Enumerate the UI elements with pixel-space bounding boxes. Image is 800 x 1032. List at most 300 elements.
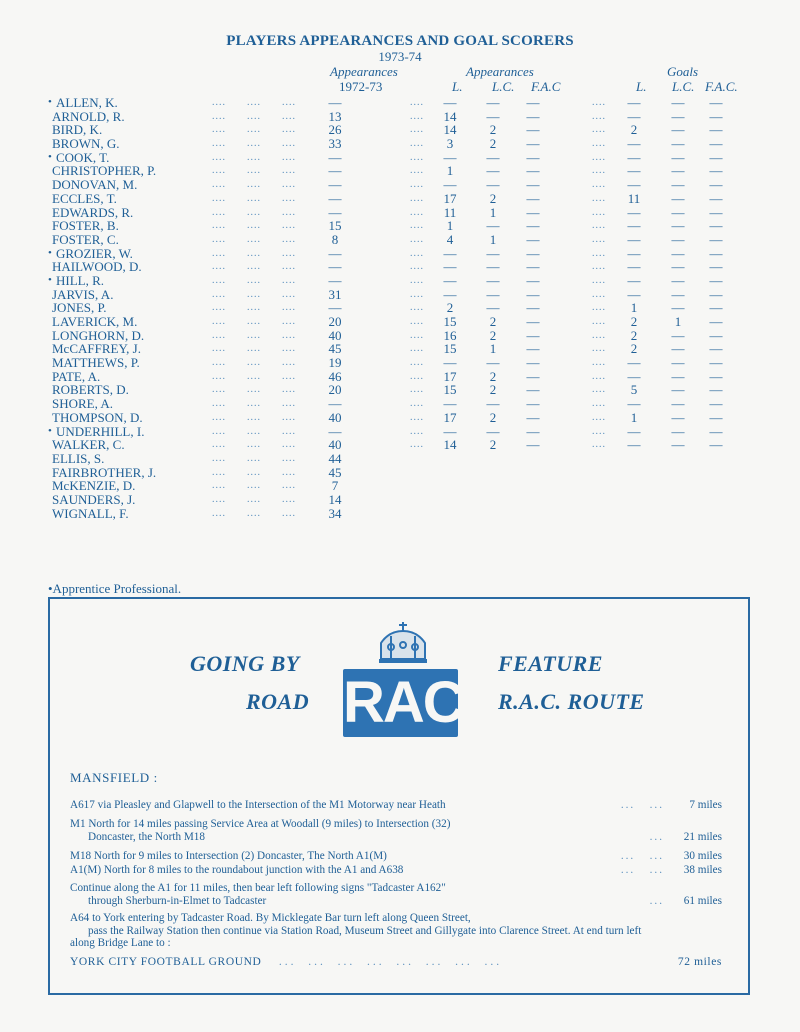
- stat-prev: —: [328, 245, 342, 261]
- rac-logo: [343, 669, 463, 737]
- stat-g-l: 2: [630, 314, 638, 329]
- stat-app-fac: —: [526, 190, 540, 206]
- stat-app-fac: —: [526, 259, 540, 275]
- stat-g-l: —: [627, 437, 641, 453]
- stat-app-fac: —: [526, 437, 540, 453]
- header-sub-lc: L.C.: [492, 79, 515, 94]
- stat-app-l: 1: [446, 163, 454, 179]
- header-sub-l: L.: [452, 79, 463, 94]
- stat-app-lc: 2: [489, 122, 497, 138]
- stat-app-l: 15: [443, 314, 457, 329]
- stat-g-l: —: [627, 177, 641, 193]
- stat-app-fac: —: [526, 396, 540, 412]
- stat-g-fac: —: [709, 136, 723, 152]
- stat-g-l: 2: [630, 327, 638, 343]
- stat-app-l: —: [443, 396, 457, 412]
- header-sub-l2: L.: [636, 79, 647, 94]
- player-row: FOSTER, C. .... .... .... .... .... 8 4 1 — — — —: [52, 233, 792, 247]
- player-row: JARVIS, A. .... .... .... .... .... 31 — — — — — —: [52, 288, 792, 302]
- stat-prev: —: [328, 95, 342, 110]
- stat-g-l: —: [627, 95, 641, 110]
- stat-g-lc: —: [671, 95, 685, 110]
- stat-prev: 13: [328, 108, 342, 124]
- stat-prev: —: [328, 272, 342, 288]
- stat-app-lc: —: [486, 259, 500, 275]
- rac-route-box: [48, 597, 750, 995]
- stat-prev: —: [328, 300, 342, 316]
- stat-g-lc: —: [671, 423, 685, 439]
- player-name: EDWARDS, R.: [52, 204, 134, 220]
- stat-app-fac: —: [526, 245, 540, 261]
- stat-app-lc: —: [486, 355, 500, 371]
- player-name: ALLEN, K.: [56, 95, 118, 110]
- player-name: HILL, R.: [56, 272, 105, 288]
- apprentice-bullet-icon: •: [48, 424, 52, 437]
- stat-g-l: —: [627, 355, 641, 371]
- player-name: McCAFFREY, J.: [52, 341, 141, 357]
- stat-prev: 40: [328, 409, 342, 425]
- stat-app-l: 14: [443, 437, 457, 453]
- player-row: SAUNDERS, J. .... .... .... 14: [52, 493, 792, 507]
- route-destination: YORK CITY FOOTBALL GROUND ... ... ... ... ... ... ... ... 72 miles: [70, 956, 722, 968]
- stat-g-l: —: [627, 368, 641, 384]
- stat-g-lc: —: [671, 177, 685, 193]
- stat-app-fac: —: [526, 122, 540, 138]
- player-name: THOMPSON, D.: [52, 409, 143, 425]
- stat-app-lc: —: [486, 218, 500, 234]
- stat-g-l: —: [627, 396, 641, 412]
- stat-g-fac: —: [709, 272, 723, 288]
- player-row: • HILL, R. .... .... .... .... .... — — — — — — —: [52, 274, 792, 288]
- player-name: CHRISTOPHER, P.: [52, 163, 157, 179]
- stat-app-fac: —: [526, 409, 540, 425]
- crown-icon: [375, 619, 431, 669]
- player-row: ECCLES, T. .... .... .... .... .... — 17 2 — 11 — —: [52, 192, 792, 206]
- stat-app-l: 3: [446, 136, 454, 152]
- stat-app-l: 14: [443, 108, 457, 124]
- player-row: SHORE, A. .... .... .... .... .... — — — — — — —: [52, 397, 792, 411]
- stat-app-lc: —: [486, 272, 500, 288]
- stat-app-l: 17: [443, 190, 457, 206]
- player-row: BROWN, G. .... .... .... .... .... 33 3 2 — — — —: [52, 137, 792, 151]
- stat-g-lc: —: [671, 259, 685, 275]
- header-goals: Goals: [667, 64, 699, 79]
- stat-app-l: 2: [446, 300, 454, 316]
- stat-app-fac: —: [526, 136, 540, 152]
- stat-g-fac: —: [709, 314, 723, 329]
- stat-prev: 44: [328, 450, 342, 466]
- stat-app-l: —: [443, 272, 457, 288]
- apprentice-bullet-icon: •: [48, 150, 52, 163]
- stat-prev: —: [328, 396, 342, 412]
- stat-g-lc: —: [671, 231, 685, 247]
- player-row: EDWARDS, R. .... .... .... .... .... — 11 1 — — — —: [52, 206, 792, 220]
- route-step-text: Continue along the A1 for 11 miles, then bear left following signs "Tadcaster A162": [70, 882, 446, 894]
- player-name: GROZIER, W.: [56, 245, 133, 261]
- stat-g-lc: —: [671, 437, 685, 453]
- stat-g-lc: —: [671, 190, 685, 206]
- player-row: HAILWOOD, D. .... .... .... .... .... — — — — — — —: [52, 260, 792, 274]
- player-name: McKENZIE, D.: [52, 478, 136, 494]
- player-name: ARNOLD, R.: [52, 108, 125, 124]
- stat-g-fac: —: [709, 204, 723, 220]
- road-heading: ROAD: [246, 689, 310, 714]
- stat-app-l: 11: [443, 204, 457, 220]
- stat-g-lc: —: [671, 286, 685, 302]
- player-row: BIRD, K. .... .... .... .... .... 26 14 2 — 2 — —: [52, 123, 792, 137]
- stat-prev: —: [328, 204, 342, 220]
- stat-app-fac: —: [526, 300, 540, 316]
- player-row: DONOVAN, M. .... .... .... .... .... — — — — — — —: [52, 178, 792, 192]
- player-row: • COOK, T. .... .... .... .... .... — — — — — — —: [52, 151, 792, 165]
- player-name: JARVIS, A.: [52, 286, 114, 302]
- stat-prev: 46: [328, 368, 342, 384]
- rac-logo-text: RAC: [343, 670, 463, 735]
- stat-app-lc: 2: [489, 437, 497, 453]
- route-step-miles: 61 miles: [683, 894, 722, 907]
- player-row: WIGNALL, F. .... .... .... 34: [52, 507, 792, 521]
- stat-prev: 8: [331, 231, 339, 247]
- stat-g-lc: —: [671, 341, 685, 357]
- stat-app-fac: —: [526, 231, 540, 247]
- stat-g-l: 1: [630, 409, 638, 425]
- stat-app-lc: 1: [489, 341, 497, 357]
- route-step: M18 North for 9 miles to Intersection (2) Doncaster, The North A1(M) ... ... 30 miles: [70, 850, 722, 862]
- stat-g-l: —: [627, 231, 641, 247]
- header-appearances: Appearances: [466, 64, 534, 79]
- stat-prev: 26: [328, 122, 342, 138]
- player-row: WALKER, C. .... .... .... .... .... 40 14 2 — — — —: [52, 438, 792, 452]
- stat-g-l: —: [627, 245, 641, 261]
- route-step: Continue along the A1 for 11 miles, then bear left following signs "Tadcaster A162" through Sherburn-in-Elmet to Tadcaster ... 61 miles: [70, 882, 722, 907]
- stat-prev: 40: [328, 437, 342, 453]
- stat-prev: 33: [328, 136, 342, 152]
- route-step: [70, 912, 740, 950]
- stat-app-lc: —: [486, 300, 500, 316]
- player-row: FOSTER, B. .... .... .... .... .... 15 1 — — — — —: [52, 219, 792, 233]
- stat-g-fac: —: [709, 190, 723, 206]
- stat-g-fac: —: [709, 218, 723, 234]
- stat-app-fac: —: [526, 314, 540, 329]
- stat-app-l: 16: [443, 327, 457, 343]
- stat-prev: 45: [328, 464, 342, 480]
- player-name: MATTHEWS, P.: [52, 355, 140, 371]
- stat-app-l: —: [443, 423, 457, 439]
- route-step-text-cont: pass the Railway Station then continue via Station Road, Museum Street and Gillygate into Clarence Street. At end turn left along Bridge Lane to :: [70, 924, 642, 949]
- player-name: ROBERTS, D.: [52, 382, 129, 398]
- stat-app-fac: —: [526, 108, 540, 124]
- stat-app-fac: —: [526, 149, 540, 165]
- route-step-miles: 38 miles: [683, 864, 722, 876]
- stat-g-l: —: [627, 218, 641, 234]
- stat-g-l: 2: [630, 341, 638, 357]
- stat-g-fac: —: [709, 382, 723, 398]
- route-step-text: A1(M) North for 8 miles to the roundabout junction with the A1 and A638: [70, 864, 404, 876]
- stat-g-lc: —: [671, 163, 685, 179]
- stat-g-l: 2: [630, 122, 638, 138]
- stat-app-l: 17: [443, 409, 457, 425]
- stat-g-l: —: [627, 204, 641, 220]
- player-row: McCAFFREY, J. .... .... .... .... .... 45 15 1 — 2 — —: [52, 342, 792, 356]
- player-name: BIRD, K.: [52, 122, 103, 138]
- apprentice-bullet-icon: •: [48, 96, 52, 108]
- player-name: HAILWOOD, D.: [52, 259, 142, 275]
- stat-app-fac: —: [526, 286, 540, 302]
- stat-g-fac: —: [709, 423, 723, 439]
- player-row: LAVERICK, M. .... .... .... .... .... 20 15 2 — 2 1 —: [52, 315, 792, 329]
- stat-g-fac: —: [709, 368, 723, 384]
- player-name: BROWN, G.: [52, 136, 120, 152]
- route-step-text: A64 to York entering by Tadcaster Road. By Micklegate Bar turn left along Queen Street,: [70, 912, 471, 924]
- stat-g-fac: —: [709, 341, 723, 357]
- route-step-text: M18 North for 9 miles to Intersection (2) Doncaster, The North A1(M): [70, 850, 387, 862]
- route-step-text: A617 via Pleasley and Glapwell to the Intersection of the M1 Motorway near Heath: [70, 799, 446, 811]
- stat-app-l: —: [443, 245, 457, 261]
- stat-app-lc: —: [486, 163, 500, 179]
- player-name: FOSTER, B.: [52, 218, 119, 234]
- stat-app-lc: 2: [489, 327, 497, 343]
- stat-g-lc: —: [671, 108, 685, 124]
- stat-app-fac: —: [526, 355, 540, 371]
- player-name: LAVERICK, M.: [52, 314, 138, 329]
- stat-app-fac: —: [526, 204, 540, 220]
- stat-app-fac: —: [526, 327, 540, 343]
- stat-app-fac: —: [526, 163, 540, 179]
- stat-g-fac: —: [709, 108, 723, 124]
- stat-g-lc: 1: [674, 314, 682, 329]
- stat-prev: —: [328, 190, 342, 206]
- route-step-miles: 7 miles: [689, 799, 722, 811]
- stat-app-fac: —: [526, 218, 540, 234]
- stat-g-fac: —: [709, 177, 723, 193]
- stat-app-l: —: [443, 355, 457, 371]
- stat-app-lc: —: [486, 108, 500, 124]
- stat-app-fac: —: [526, 272, 540, 288]
- rac-route-heading: R.A.C. ROUTE: [498, 689, 645, 714]
- stat-app-lc: —: [486, 396, 500, 412]
- route-step-miles: 30 miles: [683, 850, 722, 862]
- stat-g-fac: —: [709, 95, 723, 110]
- stat-app-fac: —: [526, 423, 540, 439]
- season-label: 1973-74: [378, 49, 422, 64]
- player-name: FOSTER, C.: [52, 231, 119, 247]
- player-row: • ALLEN, K. .... .... .... .... .... — — — — — — —: [52, 96, 792, 110]
- player-row: LONGHORN, D. .... .... .... .... .... 40 16 2 — 2 — —: [52, 329, 792, 343]
- stat-g-lc: —: [671, 122, 685, 138]
- stat-app-l: —: [443, 259, 457, 275]
- stat-prev: —: [328, 149, 342, 165]
- stat-g-fac: —: [709, 259, 723, 275]
- header-prev-year: 1972-73: [339, 79, 383, 94]
- stat-g-fac: —: [709, 355, 723, 371]
- player-row: ELLIS, S. .... .... .... 44: [52, 452, 792, 466]
- route-step: A617 via Pleasley and Glapwell to the Intersection of the M1 Motorway near Heath ... ... 7 miles: [70, 799, 722, 811]
- stat-prev: 45: [328, 341, 342, 357]
- player-name: DONOVAN, M.: [52, 177, 138, 193]
- player-row: ROBERTS, D. .... .... .... .... .... 20 15 2 — 5 — —: [52, 383, 792, 397]
- header-appearances-prev: Appearances: [330, 64, 398, 79]
- stat-g-fac: —: [709, 396, 723, 412]
- stat-g-l: —: [627, 259, 641, 275]
- stat-app-fac: —: [526, 341, 540, 357]
- stat-g-fac: —: [709, 245, 723, 261]
- stat-app-fac: —: [526, 95, 540, 110]
- player-name: ELLIS, S.: [52, 450, 105, 466]
- route-origin: MANSFIELD :: [70, 770, 158, 785]
- player-row: • UNDERHILL, I. .... .... .... .... .... — — — — — — —: [52, 425, 792, 439]
- stat-g-lc: —: [671, 368, 685, 384]
- apprentice-footnote: •Apprentice Professional.: [48, 581, 182, 596]
- stat-app-lc: 2: [489, 314, 497, 329]
- header-sub-fac2: F.A.C.: [705, 79, 738, 94]
- stat-g-fac: —: [709, 163, 723, 179]
- stat-g-lc: —: [671, 327, 685, 343]
- stat-g-fac: —: [709, 286, 723, 302]
- stat-app-lc: 2: [489, 409, 497, 425]
- stat-g-l: —: [627, 136, 641, 152]
- stat-g-fac: —: [709, 122, 723, 138]
- stat-g-l: —: [627, 423, 641, 439]
- stat-prev: 31: [328, 286, 342, 302]
- stat-app-lc: —: [486, 286, 500, 302]
- stat-app-fac: —: [526, 368, 540, 384]
- route-step-text-cont: Doncaster, the North M18: [88, 830, 205, 843]
- stat-prev: —: [328, 163, 342, 179]
- player-row: • GROZIER, W. .... .... .... .... .... — — — — — — —: [52, 247, 792, 261]
- stat-g-lc: —: [671, 300, 685, 316]
- stat-g-lc: —: [671, 218, 685, 234]
- stat-g-lc: —: [671, 409, 685, 425]
- page-title: PLAYERS APPEARANCES AND GOAL SCORERS: [226, 33, 574, 49]
- destination-miles: 72 miles: [677, 956, 722, 968]
- stat-g-l: 1: [630, 300, 638, 316]
- player-name: WALKER, C.: [52, 437, 125, 453]
- stat-prev: 7: [331, 478, 339, 494]
- stat-g-lc: —: [671, 272, 685, 288]
- player-name: SAUNDERS, J.: [52, 491, 136, 507]
- stat-app-l: 1: [446, 218, 454, 234]
- player-row: JONES, P. .... .... .... .... .... — 2 — — 1 — —: [52, 301, 792, 315]
- stat-app-lc: —: [486, 423, 500, 439]
- stat-app-l: —: [443, 286, 457, 302]
- route-step: A1(M) North for 8 miles to the roundabout junction with the A1 and A638 ... ... 38 miles: [70, 864, 722, 876]
- player-name: WIGNALL, F.: [52, 505, 129, 521]
- route-step-text-cont: through Sherburn-in-Elmet to Tadcaster: [88, 894, 267, 907]
- stat-g-l: —: [627, 286, 641, 302]
- stat-g-l: —: [627, 163, 641, 179]
- player-row: CHRISTOPHER, P. .... .... .... .... .... — 1 — — — — —: [52, 164, 792, 178]
- stat-g-fac: —: [709, 409, 723, 425]
- stat-app-l: 15: [443, 341, 457, 357]
- stat-g-fac: —: [709, 300, 723, 316]
- stat-g-l: 5: [630, 382, 638, 398]
- player-row: McKENZIE, D. .... .... .... 7: [52, 479, 792, 493]
- destination-name: YORK CITY FOOTBALL GROUND: [70, 956, 262, 968]
- player-name: JONES, P.: [52, 300, 107, 316]
- player-name: COOK, T.: [56, 149, 110, 165]
- stat-g-lc: —: [671, 149, 685, 165]
- stat-g-lc: —: [671, 136, 685, 152]
- apprentice-bullet-icon: •: [48, 246, 52, 259]
- stat-prev: 34: [328, 505, 342, 521]
- stat-g-fac: —: [709, 149, 723, 165]
- stat-app-lc: 2: [489, 382, 497, 398]
- player-row: MATTHEWS, P. .... .... .... .... .... 19 — — — — — —: [52, 356, 792, 370]
- header-sub-lc2: L.C.: [672, 79, 695, 94]
- stat-app-l: 15: [443, 382, 457, 398]
- player-row: ARNOLD, R. .... .... .... .... .... 13 14 — — — — —: [52, 110, 792, 124]
- stat-prev: 19: [328, 355, 342, 371]
- stat-prev: 20: [328, 314, 342, 329]
- stat-prev: 20: [328, 382, 342, 398]
- stat-app-lc: 2: [489, 190, 497, 206]
- player-row: PATE, A. .... .... .... .... .... 46 17 2 — — — —: [52, 370, 792, 384]
- player-row: FAIRBROTHER, J. .... .... .... 45: [52, 466, 792, 480]
- stat-app-l: —: [443, 149, 457, 165]
- stat-app-l: 17: [443, 368, 457, 384]
- stat-g-lc: —: [671, 204, 685, 220]
- stat-app-lc: —: [486, 177, 500, 193]
- stat-prev: —: [328, 177, 342, 193]
- stat-prev: 15: [328, 218, 342, 234]
- stat-g-fac: —: [709, 437, 723, 453]
- route-step-miles: 21 miles: [683, 830, 722, 843]
- stat-app-lc: —: [486, 245, 500, 261]
- stat-app-lc: —: [486, 95, 500, 110]
- stat-g-fac: —: [709, 231, 723, 247]
- stat-prev: 14: [328, 491, 342, 507]
- stat-app-lc: 1: [489, 231, 497, 247]
- stat-app-l: —: [443, 177, 457, 193]
- stat-app-l: 14: [443, 122, 457, 138]
- stat-app-lc: 2: [489, 136, 497, 152]
- stat-prev: 40: [328, 327, 342, 343]
- player-name: UNDERHILL, I.: [56, 423, 145, 439]
- stat-prev: —: [328, 259, 342, 275]
- player-table: [48, 95, 792, 521]
- stat-g-l: —: [627, 108, 641, 124]
- stat-app-lc: 1: [489, 204, 497, 220]
- player-name: FAIRBROTHER, J.: [52, 464, 157, 480]
- stat-app-l: —: [443, 95, 457, 110]
- stat-g-l: 11: [627, 190, 641, 206]
- stat-app-fac: —: [526, 382, 540, 398]
- stat-g-lc: —: [671, 245, 685, 261]
- player-row: THOMPSON, D. .... .... .... .... .... 40 17 2 — 1 — —: [52, 411, 792, 425]
- header-sub-fac: F.A.C: [531, 79, 561, 94]
- feature-heading: FEATURE: [498, 651, 603, 676]
- player-name: PATE, A.: [52, 368, 101, 384]
- stat-g-lc: —: [671, 382, 685, 398]
- stat-g-fac: —: [709, 327, 723, 343]
- stat-app-lc: —: [486, 149, 500, 165]
- route-step: M1 North for 14 miles passing Service Area at Woodall (9 miles) to Intersection (32) Doncaster, the North M18 ... 21 miles: [70, 818, 722, 843]
- route-step-text: M1 North for 14 miles passing Service Area at Woodall (9 miles) to Intersection (32): [70, 818, 451, 830]
- stat-prev: —: [328, 423, 342, 439]
- player-name: SHORE, A.: [52, 396, 114, 412]
- going-by-heading: GOING BY: [190, 651, 300, 676]
- apprentice-bullet-icon: •: [48, 273, 52, 286]
- stat-g-l: —: [627, 272, 641, 288]
- stat-g-lc: —: [671, 355, 685, 371]
- player-name: LONGHORN, D.: [52, 327, 145, 343]
- stat-app-l: 4: [446, 231, 454, 247]
- stat-app-fac: —: [526, 177, 540, 193]
- stat-g-lc: —: [671, 396, 685, 412]
- player-name: ECCLES, T.: [52, 190, 117, 206]
- stat-g-l: —: [627, 149, 641, 165]
- stat-app-lc: 2: [489, 368, 497, 384]
